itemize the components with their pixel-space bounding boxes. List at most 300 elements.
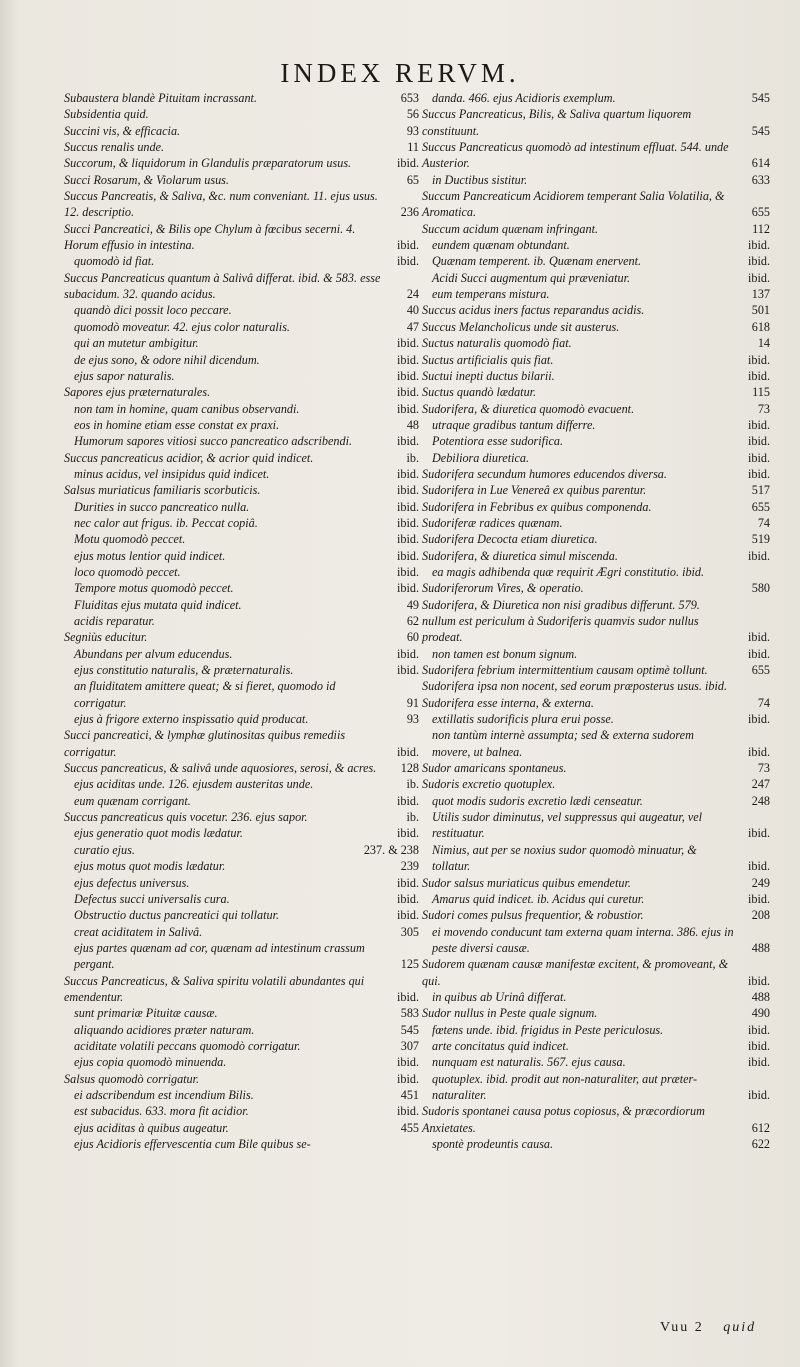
entry-page-ref: 62	[406, 614, 419, 628]
index-entry	[64, 1038, 419, 1054]
index-entry	[64, 1005, 419, 1021]
index-entry	[64, 482, 419, 498]
index-entry	[422, 172, 770, 188]
entry-text: Sudoriferæ radices quænam.	[422, 515, 563, 530]
entry-text: Utilis sudor diminutus, vel suppressus qui augeatur, vel restituatur.	[432, 810, 703, 841]
index-entry	[64, 891, 419, 907]
entry-page-ref: 517	[751, 483, 770, 498]
index-entry	[422, 352, 770, 368]
entry-page-ref: 47	[406, 319, 419, 334]
entry-page-ref: ib.	[406, 450, 419, 465]
entry-page-ref: ibid.	[747, 630, 770, 645]
entry-page-ref: 545	[751, 91, 770, 105]
entry-text: Succus renalis unde.	[64, 140, 165, 155]
entry-text: Succus Pancreaticus quantum à Salivâ differat. ibid. & 583. esse subacidum. 32. quando acidus.	[64, 270, 381, 302]
index-entry	[64, 352, 419, 368]
entry-page-ref: 49	[406, 597, 419, 612]
index-entry	[64, 1103, 419, 1119]
index-entry	[422, 417, 770, 433]
entry-text: Suctui inepti ductus bilarii.	[422, 368, 555, 383]
entry-page-ref: ibid.	[396, 908, 419, 923]
entry-text: Sudorifera, & Diuretica non nisi gradibus differunt. 579. nullum est periculum à Sudoriferis quamvis sudor nullus prodeat.	[422, 597, 700, 645]
index-entry	[64, 776, 419, 792]
entry-page-ref: ibid.	[396, 1104, 419, 1119]
entry-page-ref: 247	[751, 777, 770, 792]
entry-text: quomodò moveatur. 42. ejus color naturalis.	[74, 319, 290, 334]
entry-page-ref: ibid.	[396, 499, 419, 514]
index-entry	[64, 793, 419, 809]
entry-text: ejus motus quot modis lædatur.	[74, 859, 226, 874]
entry-page-ref: ibid.	[396, 989, 419, 1004]
entry-text: Abundans per alvum educendus.	[74, 646, 233, 661]
entry-text: Debiliora diuretica.	[432, 450, 530, 465]
index-entry	[422, 499, 770, 515]
index-entry	[422, 956, 770, 989]
entry-page-ref: 93	[406, 123, 419, 138]
entry-page-ref: ibid.	[747, 434, 770, 449]
entry-page-ref: ibid.	[747, 270, 770, 285]
entry-page-ref: ibid.	[747, 712, 770, 727]
entry-page-ref: ibid.	[396, 434, 419, 449]
index-entry	[64, 1120, 419, 1136]
index-entry	[422, 678, 770, 694]
index-entry	[64, 548, 419, 564]
entry-text: sunt primariæ Pituitæ causæ.	[74, 1006, 218, 1021]
index-entry	[64, 1054, 419, 1070]
index-entry	[64, 335, 419, 351]
entry-page-ref: ibid.	[747, 891, 770, 906]
entry-page-ref: ibid.	[396, 336, 419, 351]
entry-text: Succorum, & liquidorum in Glandulis præparatorum usus.	[64, 156, 352, 171]
entry-page-ref: 612	[751, 1120, 770, 1135]
entry-page-ref: 208	[751, 908, 770, 923]
index-entry	[422, 368, 770, 384]
index-entry	[64, 417, 419, 433]
entry-text: eum temperans mistura.	[432, 287, 550, 302]
entry-text: Quænam temperent. ib. Quænam enervent.	[432, 254, 642, 269]
entry-text: Sudorifera, & diuretica simul miscenda.	[422, 548, 618, 563]
entry-text: quandò dici possit loco peccare.	[74, 303, 232, 318]
index-entry	[422, 597, 770, 646]
entry-text: arte concitatus quid indicet.	[432, 1038, 569, 1053]
entry-page-ref: ibid.	[396, 891, 419, 906]
entry-text: Suctus naturalis quomodò fiat.	[422, 336, 572, 351]
entry-page-ref: ibid.	[396, 793, 419, 808]
entry-page-ref: 622	[751, 1137, 770, 1151]
entry-page-ref: ibid.	[747, 417, 770, 432]
entry-page-ref: 305	[400, 924, 419, 939]
entry-text: ejus aciditas à quibus augeatur.	[74, 1120, 229, 1135]
entry-text: in quibus ab Urinâ differat.	[432, 989, 567, 1004]
entry-text: Succi pancreatici, & lymphæ glutinositas quibus remediis corrigatur.	[64, 728, 346, 759]
entry-page-ref: 614	[751, 156, 770, 171]
index-entry	[64, 875, 419, 891]
entry-text: Salsus muriaticus familiaris scorbuticis.	[64, 483, 261, 498]
index-entry	[422, 907, 770, 923]
entry-page-ref: 74	[757, 695, 770, 710]
index-entry	[422, 531, 770, 547]
index-entry	[422, 662, 770, 678]
entry-page-ref: ibid.	[396, 564, 419, 579]
entry-page-ref: 307	[400, 1038, 419, 1053]
index-entry	[64, 450, 419, 466]
index-entry	[422, 139, 770, 172]
signature-mark: Vuu 2	[660, 1320, 704, 1335]
entry-page-ref: 56	[406, 107, 419, 122]
index-entry	[64, 842, 419, 858]
entry-page-ref: ibid.	[396, 352, 419, 367]
entry-page-ref: 112	[752, 221, 770, 236]
index-entry	[64, 123, 419, 139]
entry-page-ref: 580	[751, 581, 770, 596]
entry-text: Succus Melancholicus unde sit austerus.	[422, 319, 620, 334]
entry-text: acidis reparatur.	[74, 614, 155, 628]
entry-text: extillatis sudorificis plura erui posse.	[432, 712, 614, 727]
index-entry	[64, 384, 419, 400]
entry-text: fœtens unde. ibid. frigidus in Peste periculosus.	[432, 1022, 664, 1037]
entry-text: Sudoriferorum Vires, & operatio.	[422, 581, 584, 596]
entry-page-ref: ibid.	[396, 156, 419, 171]
entry-page-ref: 125	[400, 957, 419, 972]
index-entry	[64, 1071, 419, 1087]
index-entry	[422, 989, 770, 1005]
entry-page-ref: 239	[400, 859, 419, 874]
entry-text: Motu quomodò peccet.	[74, 532, 186, 547]
entry-text: Sudorifera in Febribus ex quibus componenda.	[422, 499, 652, 514]
index-entry	[64, 924, 419, 940]
index-entry	[64, 564, 419, 580]
entry-text: aliquando acidiores præter naturam.	[74, 1022, 255, 1037]
index-entry	[64, 580, 419, 596]
index-entry	[64, 825, 419, 841]
index-entry	[422, 1054, 770, 1070]
entry-text: ejus defectus universus.	[74, 875, 190, 890]
entry-page-ref: 91	[406, 695, 419, 710]
entry-page-ref: ibid.	[396, 646, 419, 661]
index-entry	[422, 319, 770, 335]
entry-page-ref: 236	[400, 205, 419, 220]
entry-page-ref: 11	[407, 140, 419, 155]
index-entry	[422, 237, 770, 253]
entry-page-ref: 488	[751, 989, 770, 1004]
entry-text: Subsidentia quid.	[64, 107, 149, 122]
entry-page-ref: 455	[400, 1120, 419, 1135]
index-entry	[64, 253, 419, 269]
entry-text: utraque gradibus tantum differre.	[432, 417, 596, 432]
entry-text: danda. 466. ejus Acidioris exemplum.	[432, 91, 616, 105]
index-entry	[64, 907, 419, 923]
index-entry	[422, 1022, 770, 1038]
left-index-column	[64, 90, 419, 1152]
entry-text: quomodò id fiat.	[74, 254, 155, 269]
index-entry	[422, 760, 770, 776]
entry-text: spontè prodeuntis causa.	[432, 1137, 554, 1151]
entry-text: Succus pancreaticus, & salivâ unde aquosiores, serosi, & acres.	[64, 761, 377, 776]
index-entry	[64, 940, 419, 973]
index-entry	[422, 450, 770, 466]
entry-text: Succus acidus iners factus reparandus acidis.	[422, 303, 645, 318]
entry-text: Humorum sapores vitiosi succo pancreatico adscribendi.	[74, 434, 353, 449]
right-index-column	[422, 90, 770, 1152]
index-entry	[422, 548, 770, 564]
entry-text: Sudorem quænam causæ manifestæ excitent, & promoveant, & qui.	[422, 957, 729, 988]
entry-page-ref: 115	[752, 385, 770, 400]
entry-text: ejus motus lentior quid indicet.	[74, 548, 226, 563]
entry-page-ref: 24	[406, 287, 419, 302]
entry-text: ei movendo conducunt tam externa quam interna. 386. ejus in peste diversi causæ.	[432, 924, 734, 955]
entry-text: Sudorifera esse interna, & externa.	[422, 695, 594, 710]
entry-text: Succi Rosarum, & Violarum usus.	[64, 172, 229, 187]
entry-text: Sudorifera Decocta etiam diuretica.	[422, 532, 598, 547]
index-entry	[422, 1038, 770, 1054]
entry-page-ref: ibid.	[396, 385, 419, 400]
entry-text: ejus Acidioris effervescentia cum Bile quibus se-	[74, 1137, 311, 1151]
entry-text: est subacidus. 633. mora fit acidior.	[74, 1104, 249, 1119]
index-entry	[422, 1005, 770, 1021]
index-entry	[422, 727, 770, 760]
page-footer	[660, 1320, 756, 1336]
entry-page-ref: ibid.	[747, 254, 770, 269]
index-entry	[64, 155, 419, 171]
index-entry	[422, 695, 770, 711]
index-entry	[422, 1136, 770, 1152]
entry-page-ref: ibid.	[747, 352, 770, 367]
entry-text: Defectus succi universalis cura.	[74, 891, 230, 906]
entry-text: Sudorifera in Lue Venereâ ex quibus parentur.	[422, 483, 647, 498]
entry-page-ref: ibid.	[396, 826, 419, 841]
entry-text: Salsus quomodò corrigatur.	[64, 1071, 200, 1086]
entry-text: Succum Pancreaticum Acidiorem temperant Salia Volatilia, & Aromatica.	[422, 189, 725, 220]
entry-text: Nimius, aut per se noxius sudor quomodò minuatur, & tollatur.	[432, 842, 697, 874]
index-entry	[64, 433, 419, 449]
entry-page-ref: ibid.	[747, 548, 770, 563]
entry-page-ref: ibid.	[396, 368, 419, 383]
entry-text: Tempore motus quomodò peccet.	[74, 581, 234, 596]
index-entry	[64, 1087, 419, 1103]
entry-text: Succus Pancreaticus, Bilis, & Saliva quartum liquorem constituunt.	[422, 107, 692, 138]
entry-page-ref: ibid.	[747, 1087, 770, 1102]
entry-page-ref: ibid.	[747, 973, 770, 988]
index-entry	[422, 286, 770, 302]
entry-page-ref: 249	[751, 875, 770, 890]
entry-text: loco quomodò peccet.	[74, 564, 181, 579]
entry-page-ref: ibid.	[396, 875, 419, 890]
entry-page-ref: ibid.	[747, 646, 770, 661]
entry-page-ref: 451	[400, 1087, 419, 1102]
entry-text: creat aciditatem in Salivâ.	[74, 924, 203, 939]
entry-text: Succus Pancreaticus, & Saliva spiritu volatili abundantes qui emendentur.	[64, 973, 365, 1004]
entry-page-ref: ibid.	[747, 859, 770, 874]
index-entry	[64, 1136, 419, 1152]
entry-page-ref: ibid.	[747, 826, 770, 841]
index-entry	[422, 401, 770, 417]
index-entry	[422, 482, 770, 498]
index-entry	[64, 515, 419, 531]
index-entry	[64, 319, 419, 335]
entry-page-ref: ibid.	[396, 532, 419, 547]
index-entry	[422, 1071, 770, 1104]
entry-text: Durities in succo pancreatico nulla.	[74, 499, 250, 514]
entry-page-ref: 583	[400, 1006, 419, 1021]
index-entry	[422, 384, 770, 400]
entry-page-ref: 655	[751, 499, 770, 514]
entry-text: quot modis sudoris excretio lædi censeatur.	[432, 793, 643, 808]
index-entry	[422, 711, 770, 727]
entry-text: ejus constitutio naturalis, & præternaturalis.	[74, 663, 294, 678]
entry-page-ref: 65	[406, 172, 419, 187]
index-entry	[64, 973, 419, 1006]
entry-text: Sudoris spontanei causa potus copiosus, & præcordiorum Anxietates.	[422, 1104, 705, 1135]
entry-text: Succus Pancreatis, & Saliva, &c. num conveniant. 11. ejus usus. 12. descriptio.	[64, 189, 378, 220]
catchword: quid	[723, 1320, 757, 1335]
entry-text: ejus partes quænam ad cor, quænam ad intestinum crassum pergant.	[74, 940, 365, 972]
entry-text: qui an mutetur ambigitur.	[74, 336, 199, 351]
entry-text: ejus copia quomodò minuenda.	[74, 1055, 227, 1070]
index-entry	[422, 335, 770, 351]
index-entry	[422, 809, 770, 842]
entry-page-ref: 237. & 238	[363, 842, 419, 857]
entry-text: eundem quænam obtundant.	[432, 238, 570, 253]
entry-text: Succus pancreaticus acidior, & acrior quid indicet.	[64, 450, 314, 465]
entry-page-ref: 73	[757, 401, 770, 416]
entry-text: Fluiditas ejus mutata quid indicet.	[74, 597, 242, 612]
entry-page-ref: ibid.	[747, 1022, 770, 1037]
entry-page-ref: 655	[751, 663, 770, 678]
entry-page-ref: 137	[751, 287, 770, 302]
entry-page-ref: ibid.	[396, 1055, 419, 1070]
index-entry	[64, 531, 419, 547]
entry-page-ref: 74	[757, 515, 770, 530]
entry-text: Succus pancreaticus quis vocetur. 236. ejus sapor.	[64, 810, 308, 825]
entry-text: curatio ejus.	[74, 842, 135, 857]
entry-text: Sapores ejus præternaturales.	[64, 385, 211, 400]
entry-text: non tamen est bonum signum.	[432, 646, 578, 661]
entry-text: eum quænam corrigant.	[74, 793, 191, 808]
entry-text: Succini vis, & efficacia.	[64, 123, 181, 138]
entry-text: in Ductibus sistitur.	[432, 172, 528, 187]
entry-text: Sudorifera secundum humores educendos diversa.	[422, 466, 667, 481]
index-entry	[64, 662, 419, 678]
index-entry	[422, 842, 770, 875]
entry-text: Potentiora esse sudorifica.	[432, 434, 564, 449]
index-entry	[64, 646, 419, 662]
index-entry	[422, 564, 770, 580]
page-header: INDEX RERVM.	[280, 58, 520, 88]
index-entry	[64, 139, 419, 155]
entry-text: aciditate volatili peccans quomodò corrigatur.	[74, 1038, 301, 1053]
index-entry	[422, 924, 770, 957]
entry-text: de ejus sono, & odore nihil dicendum.	[74, 352, 260, 367]
entry-text: ejus à frigore externo inspissatio quid producat.	[74, 712, 309, 727]
entry-page-ref: ibid.	[396, 483, 419, 498]
entry-page-ref: ibid.	[396, 663, 419, 678]
entry-page-ref: 128	[400, 761, 419, 776]
entry-page-ref: ibid.	[747, 238, 770, 253]
index-entry	[422, 646, 770, 662]
entry-page-ref: ibid.	[747, 466, 770, 481]
entry-page-ref: ibid.	[396, 515, 419, 530]
entry-text: ea magis adhibenda quæ requirit Ægri constitutio. ibid.	[432, 564, 705, 579]
entry-page-ref: 73	[757, 761, 770, 776]
entry-page-ref: ibid.	[396, 581, 419, 596]
entry-text: Sudor amaricans spontaneus.	[422, 761, 567, 776]
entry-page-ref: ibid.	[396, 238, 419, 253]
entry-text: ei adscribendum est incendium Bilis.	[74, 1087, 254, 1102]
entry-page-ref: 655	[751, 205, 770, 220]
entry-page-ref: ibid.	[747, 1055, 770, 1070]
entry-text: Sudori comes pulsus frequentior, & robustior.	[422, 908, 644, 923]
index-entry	[64, 711, 419, 727]
index-entry	[422, 776, 770, 792]
index-entry	[422, 793, 770, 809]
index-entry	[64, 368, 419, 384]
entry-page-ref: 545	[751, 123, 770, 138]
index-entry	[422, 270, 770, 286]
entry-page-ref: 519	[751, 532, 770, 547]
entry-page-ref: 40	[406, 303, 419, 318]
entry-page-ref: ibid.	[396, 466, 419, 481]
entry-page-ref: 545	[400, 1022, 419, 1037]
index-entry	[422, 466, 770, 482]
entry-text: Succus Pancreaticus quomodò ad intestinum effluat. 544. unde Austerior.	[422, 140, 729, 171]
entry-text: eos in homine etiam esse constat ex praxi.	[74, 417, 280, 432]
entry-page-ref: ibid.	[747, 368, 770, 383]
entry-page-ref: 48	[406, 417, 419, 432]
entry-text: nunquam est naturalis. 567. ejus causa.	[432, 1055, 626, 1070]
index-entry	[64, 809, 419, 825]
entry-text: Sudorifera ipsa non nocent, sed eorum præposterus usus. ibid.	[422, 679, 728, 694]
entry-text: ejus generatio quot modis lædatur.	[74, 826, 243, 841]
entry-page-ref: 93	[406, 712, 419, 727]
index-entry	[422, 580, 770, 596]
entry-text: Obstructio ductus pancreatici qui tollatur.	[74, 908, 280, 923]
index-entry	[64, 597, 419, 613]
entry-page-ref: ibid.	[396, 744, 419, 759]
index-entry	[64, 270, 419, 303]
entry-text: non tantùm internè assumpta; sed & externa sudorem movere, ut balnea.	[432, 728, 694, 759]
entry-page-ref: 490	[751, 1006, 770, 1021]
index-entry	[64, 629, 419, 645]
index-entry	[64, 302, 419, 318]
index-entry	[64, 1022, 419, 1038]
index-entry	[64, 106, 419, 122]
entry-page-ref: 14	[757, 336, 770, 351]
entry-text: Suctus artificialis quis fiat.	[422, 352, 554, 367]
entry-text: Suctus quandò lædatur.	[422, 385, 537, 400]
index-entry	[64, 172, 419, 188]
entry-page-ref: ibid.	[747, 1038, 770, 1053]
entry-page-ref: ibid.	[396, 401, 419, 416]
entry-page-ref: 633	[751, 172, 770, 187]
index-entry	[64, 499, 419, 515]
entry-text: Amarus quid indicet. ib. Acidus qui curetur.	[432, 891, 645, 906]
entry-page-ref: ib.	[406, 777, 419, 792]
index-entry	[422, 515, 770, 531]
entry-text: Sudorifera febrium intermittentium causam optimè tollunt.	[422, 663, 708, 678]
index-entry	[64, 221, 419, 254]
entry-text: quotuplex. ibid. prodit aut non-naturaliter, aut præter-naturaliter.	[432, 1071, 698, 1102]
index-entry	[422, 221, 770, 237]
index-entry	[422, 302, 770, 318]
entry-text: non tam in homine, quam canibus observandi.	[74, 401, 300, 416]
entry-text: Succi Pancreatici, & Bilis ope Chylum à fœcibus secerni. 4. Horum effusio in intestina.	[64, 221, 356, 253]
index-entry	[64, 678, 419, 711]
entry-text: ejus aciditas unde. 126. ejusdem austeritas unde.	[74, 777, 314, 792]
index-entry	[422, 1103, 770, 1136]
entry-text: an fluiditatem amittere queat; & si fieret, quomodo id corrigatur.	[74, 679, 336, 710]
index-entry	[422, 891, 770, 907]
entry-page-ref: ibid.	[747, 744, 770, 759]
